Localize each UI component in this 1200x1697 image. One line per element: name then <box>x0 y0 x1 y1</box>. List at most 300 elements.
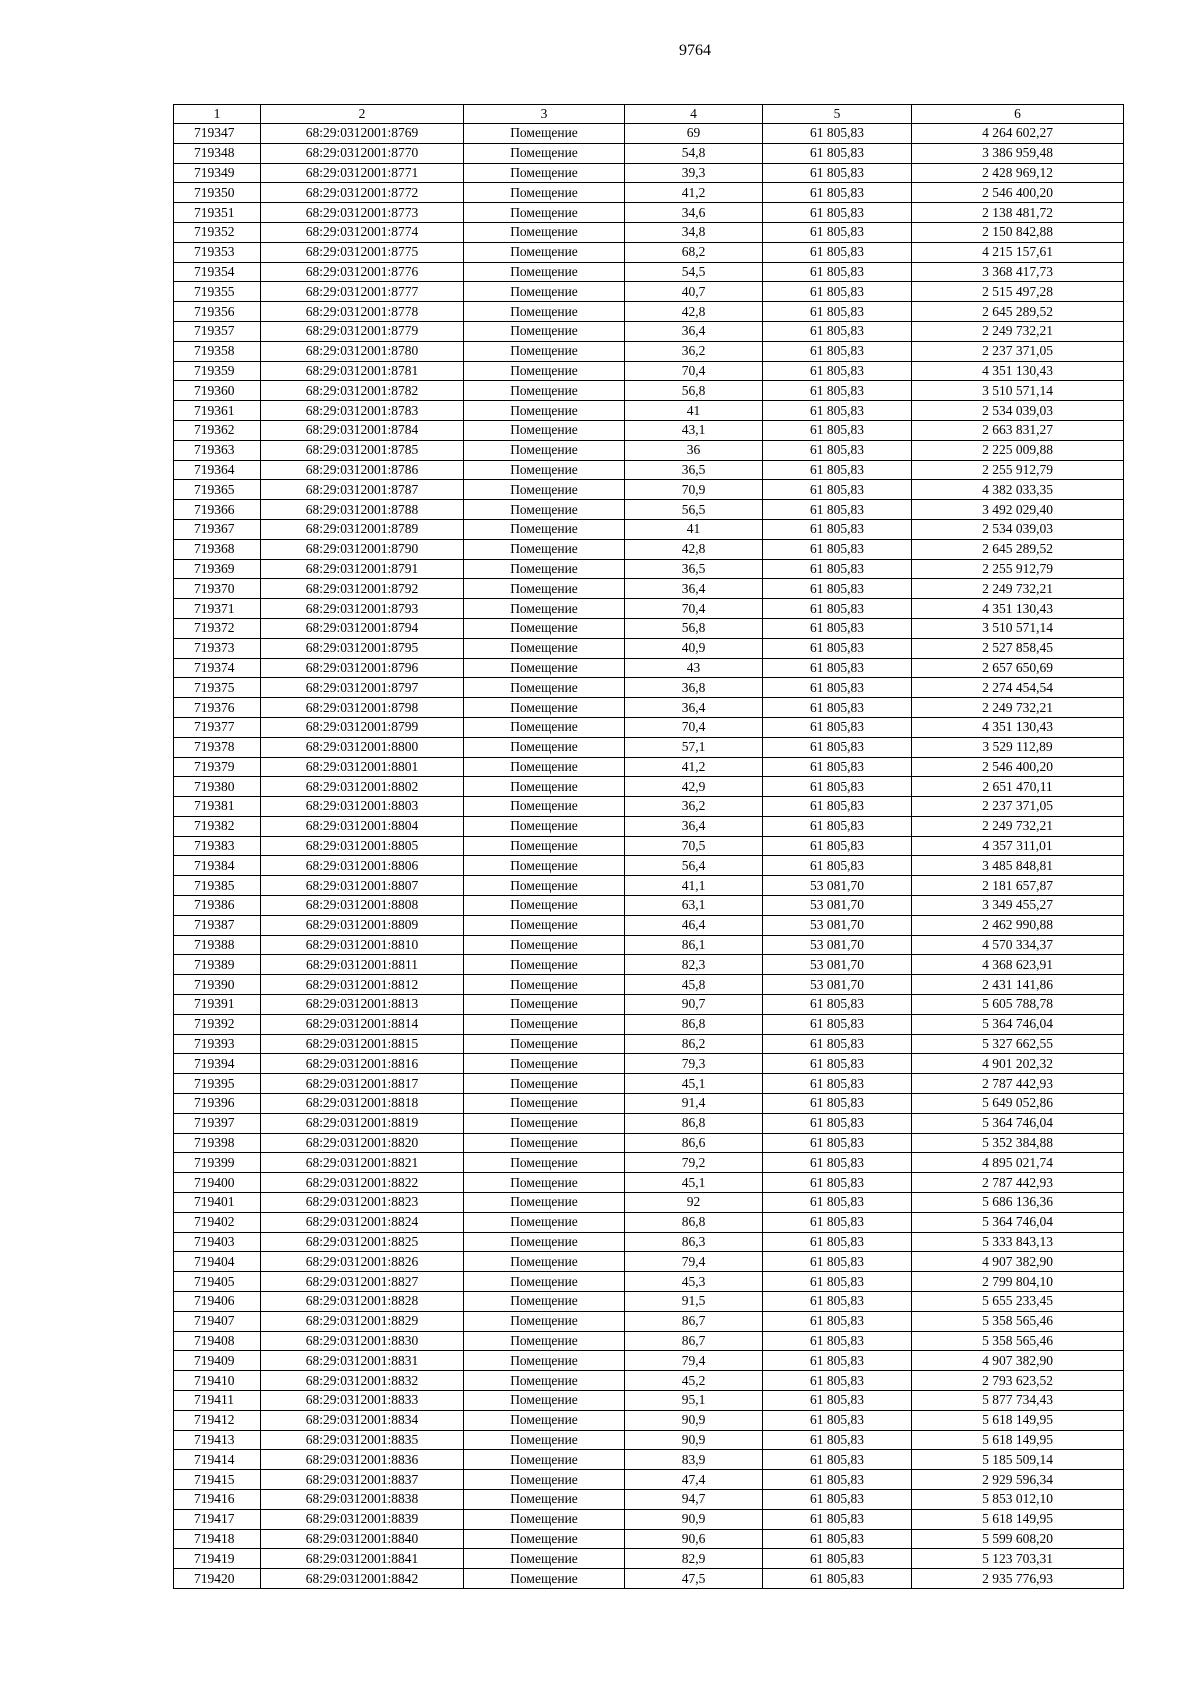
area-cell: 86,7 <box>625 1311 763 1331</box>
cadastral-number-cell: 68:29:0312001:8793 <box>261 599 464 619</box>
cadastral-value-cell: 2 645 289,52 <box>912 539 1124 559</box>
area-cell: 82,3 <box>625 955 763 975</box>
area-cell: 39,3 <box>625 163 763 183</box>
cadastral-number-cell: 68:29:0312001:8780 <box>261 341 464 361</box>
cadastral-number-cell: 68:29:0312001:8777 <box>261 282 464 302</box>
row-number-cell: 719366 <box>174 500 261 520</box>
table-row <box>174 222 1124 242</box>
row-number-cell: 719356 <box>174 302 261 322</box>
cadastral-value-cell: 2 929 596,34 <box>912 1470 1124 1490</box>
row-number-cell: 719392 <box>174 1014 261 1034</box>
cadastral-number-cell: 68:29:0312001:8813 <box>261 995 464 1015</box>
cadastral-number-cell: 68:29:0312001:8772 <box>261 183 464 203</box>
object-type-cell: Помещение <box>464 1034 625 1054</box>
cadastral-number-cell: 68:29:0312001:8822 <box>261 1173 464 1193</box>
unit-value-cell: 61 805,83 <box>763 519 912 539</box>
unit-value-cell: 61 805,83 <box>763 777 912 797</box>
cadastral-value-cell: 5 853 012,10 <box>912 1489 1124 1509</box>
table-row <box>174 737 1124 757</box>
cadastral-number-cell: 68:29:0312001:8808 <box>261 896 464 916</box>
row-number-cell: 719403 <box>174 1232 261 1252</box>
area-cell: 79,3 <box>625 1054 763 1074</box>
cadastral-value-cell: 2 255 912,79 <box>912 460 1124 480</box>
table-row <box>174 420 1124 440</box>
area-cell: 36 <box>625 440 763 460</box>
cadastral-number-cell: 68:29:0312001:8774 <box>261 222 464 242</box>
object-type-cell: Помещение <box>464 302 625 322</box>
table-row <box>174 1193 1124 1213</box>
cadastral-number-cell: 68:29:0312001:8819 <box>261 1113 464 1133</box>
table-row <box>174 1133 1124 1153</box>
cadastral-number-cell: 68:29:0312001:8829 <box>261 1311 464 1331</box>
object-type-cell: Помещение <box>464 420 625 440</box>
table-row <box>174 262 1124 282</box>
row-number-cell: 719395 <box>174 1074 261 1094</box>
object-type-cell: Помещение <box>464 1371 625 1391</box>
row-number-cell: 719376 <box>174 698 261 718</box>
row-number-cell: 719367 <box>174 519 261 539</box>
area-cell: 42,8 <box>625 302 763 322</box>
cadastral-number-cell: 68:29:0312001:8833 <box>261 1391 464 1411</box>
row-number-cell: 719363 <box>174 440 261 460</box>
area-cell: 86,6 <box>625 1133 763 1153</box>
cadastral-value-cell: 5 599 608,20 <box>912 1529 1124 1549</box>
object-type-cell: Помещение <box>464 1410 625 1430</box>
cadastral-value-cell: 2 935 776,93 <box>912 1569 1124 1589</box>
cadastral-number-cell: 68:29:0312001:8826 <box>261 1252 464 1272</box>
table-row <box>174 1470 1124 1490</box>
cadastral-value-cell: 2 793 623,52 <box>912 1371 1124 1391</box>
table-row <box>174 440 1124 460</box>
object-type-cell: Помещение <box>464 1212 625 1232</box>
cadastral-number-cell: 68:29:0312001:8799 <box>261 717 464 737</box>
object-type-cell: Помещение <box>464 559 625 579</box>
table-row <box>174 797 1124 817</box>
row-number-cell: 719408 <box>174 1331 261 1351</box>
cadastral-value-cell: 2 651 470,11 <box>912 777 1124 797</box>
cadastral-value-cell: 2 249 732,21 <box>912 816 1124 836</box>
object-type-cell: Помещение <box>464 757 625 777</box>
cadastral-number-cell: 68:29:0312001:8824 <box>261 1212 464 1232</box>
object-type-cell: Помещение <box>464 955 625 975</box>
object-type-cell: Помещение <box>464 163 625 183</box>
column-header: 4 <box>625 105 763 124</box>
row-number-cell: 719382 <box>174 816 261 836</box>
unit-value-cell: 61 805,83 <box>763 816 912 836</box>
object-type-cell: Помещение <box>464 341 625 361</box>
cadastral-value-cell: 5 364 746,04 <box>912 1113 1124 1133</box>
cadastral-value-cell: 3 368 417,73 <box>912 262 1124 282</box>
area-cell: 70,4 <box>625 599 763 619</box>
table-row <box>174 658 1124 678</box>
cadastral-value-cell: 5 123 703,31 <box>912 1549 1124 1569</box>
table-row <box>174 856 1124 876</box>
object-type-cell: Помещение <box>464 717 625 737</box>
unit-value-cell: 61 805,83 <box>763 361 912 381</box>
area-cell: 36,4 <box>625 579 763 599</box>
row-number-cell: 719381 <box>174 797 261 817</box>
area-cell: 45,2 <box>625 1371 763 1391</box>
table-row <box>174 618 1124 638</box>
cadastral-value-cell: 4 901 202,32 <box>912 1054 1124 1074</box>
table-row <box>174 321 1124 341</box>
row-number-cell: 719397 <box>174 1113 261 1133</box>
table-row <box>174 1529 1124 1549</box>
object-type-cell: Помещение <box>464 935 625 955</box>
cadastral-value-cell: 2 546 400,20 <box>912 757 1124 777</box>
unit-value-cell: 61 805,83 <box>763 717 912 737</box>
row-number-cell: 719379 <box>174 757 261 777</box>
cadastral-number-cell: 68:29:0312001:8778 <box>261 302 464 322</box>
row-number-cell: 719372 <box>174 618 261 638</box>
unit-value-cell: 61 805,83 <box>763 440 912 460</box>
cadastral-value-cell: 5 649 052,86 <box>912 1094 1124 1114</box>
object-type-cell: Помещение <box>464 321 625 341</box>
table-row <box>174 1311 1124 1331</box>
unit-value-cell: 61 805,83 <box>763 836 912 856</box>
cadastral-value-cell: 2 799 804,10 <box>912 1272 1124 1292</box>
cadastral-value-cell: 2 181 657,87 <box>912 876 1124 896</box>
cadastral-value-cell: 3 510 571,14 <box>912 381 1124 401</box>
cadastral-value-cell: 2 255 912,79 <box>912 559 1124 579</box>
row-number-cell: 719391 <box>174 995 261 1015</box>
cadastral-number-cell: 68:29:0312001:8806 <box>261 856 464 876</box>
area-cell: 34,6 <box>625 203 763 223</box>
cadastral-value-cell: 4 368 623,91 <box>912 955 1124 975</box>
area-cell: 41 <box>625 401 763 421</box>
unit-value-cell: 53 081,70 <box>763 975 912 995</box>
area-cell: 86,8 <box>625 1212 763 1232</box>
cadastral-number-cell: 68:29:0312001:8805 <box>261 836 464 856</box>
table-row <box>174 816 1124 836</box>
object-type-cell: Помещение <box>464 1133 625 1153</box>
cadastral-value-cell: 5 364 746,04 <box>912 1212 1124 1232</box>
object-type-cell: Помещение <box>464 896 625 916</box>
table-row <box>174 896 1124 916</box>
area-cell: 79,4 <box>625 1351 763 1371</box>
table-row <box>174 1292 1124 1312</box>
object-type-cell: Помещение <box>464 975 625 995</box>
row-number-cell: 719407 <box>174 1311 261 1331</box>
cadastral-value-cell: 4 907 382,90 <box>912 1252 1124 1272</box>
unit-value-cell: 61 805,83 <box>763 1094 912 1114</box>
unit-value-cell: 61 805,83 <box>763 1569 912 1589</box>
area-cell: 82,9 <box>625 1549 763 1569</box>
cadastral-number-cell: 68:29:0312001:8771 <box>261 163 464 183</box>
cadastral-number-cell: 68:29:0312001:8787 <box>261 480 464 500</box>
cadastral-number-cell: 68:29:0312001:8802 <box>261 777 464 797</box>
area-cell: 94,7 <box>625 1489 763 1509</box>
row-number-cell: 719420 <box>174 1569 261 1589</box>
object-type-cell: Помещение <box>464 797 625 817</box>
table-row <box>174 1430 1124 1450</box>
table-row <box>174 1549 1124 1569</box>
area-cell: 63,1 <box>625 896 763 916</box>
area-cell: 40,7 <box>625 282 763 302</box>
row-number-cell: 719365 <box>174 480 261 500</box>
cadastral-number-cell: 68:29:0312001:8811 <box>261 955 464 975</box>
row-number-cell: 719355 <box>174 282 261 302</box>
table-row <box>174 519 1124 539</box>
table-row <box>174 124 1124 144</box>
object-type-cell: Помещение <box>464 203 625 223</box>
table-row <box>174 1173 1124 1193</box>
row-number-cell: 719357 <box>174 321 261 341</box>
cadastral-number-cell: 68:29:0312001:8832 <box>261 1371 464 1391</box>
object-type-cell: Помещение <box>464 361 625 381</box>
row-number-cell: 719380 <box>174 777 261 797</box>
row-number-cell: 719409 <box>174 1351 261 1371</box>
table-row <box>174 579 1124 599</box>
cadastral-value-cell: 4 351 130,43 <box>912 717 1124 737</box>
row-number-cell: 719418 <box>174 1529 261 1549</box>
area-cell: 56,4 <box>625 856 763 876</box>
unit-value-cell: 61 805,83 <box>763 420 912 440</box>
unit-value-cell: 61 805,83 <box>763 1430 912 1450</box>
table-row <box>174 1074 1124 1094</box>
cadastral-value-cell: 4 895 021,74 <box>912 1153 1124 1173</box>
cadastral-number-cell: 68:29:0312001:8776 <box>261 262 464 282</box>
unit-value-cell: 61 805,83 <box>763 282 912 302</box>
unit-value-cell: 61 805,83 <box>763 203 912 223</box>
area-cell: 41,2 <box>625 757 763 777</box>
row-number-cell: 719352 <box>174 222 261 242</box>
object-type-cell: Помещение <box>464 856 625 876</box>
cadastral-value-cell: 2 249 732,21 <box>912 321 1124 341</box>
table-row <box>174 638 1124 658</box>
cadastral-value-cell: 5 333 843,13 <box>912 1232 1124 1252</box>
area-cell: 70,4 <box>625 361 763 381</box>
table-row <box>174 539 1124 559</box>
unit-value-cell: 61 805,83 <box>763 480 912 500</box>
unit-value-cell: 61 805,83 <box>763 262 912 282</box>
column-header: 1 <box>174 105 261 124</box>
cadastral-value-cell: 4 570 334,37 <box>912 935 1124 955</box>
row-number-cell: 719350 <box>174 183 261 203</box>
column-header: 2 <box>261 105 464 124</box>
object-type-cell: Помещение <box>464 1529 625 1549</box>
cadastral-number-cell: 68:29:0312001:8815 <box>261 1034 464 1054</box>
area-cell: 92 <box>625 1193 763 1213</box>
unit-value-cell: 61 805,83 <box>763 1410 912 1430</box>
object-type-cell: Помещение <box>464 915 625 935</box>
cadastral-number-cell: 68:29:0312001:8823 <box>261 1193 464 1213</box>
row-number-cell: 719360 <box>174 381 261 401</box>
area-cell: 36,4 <box>625 698 763 718</box>
row-number-cell: 719416 <box>174 1489 261 1509</box>
object-type-cell: Помещение <box>464 658 625 678</box>
cadastral-number-cell: 68:29:0312001:8786 <box>261 460 464 480</box>
cadastral-number-cell: 68:29:0312001:8838 <box>261 1489 464 1509</box>
cadastral-value-cell: 2 534 039,03 <box>912 401 1124 421</box>
object-type-cell: Помещение <box>464 1292 625 1312</box>
cadastral-number-cell: 68:29:0312001:8818 <box>261 1094 464 1114</box>
area-cell: 36,2 <box>625 341 763 361</box>
area-cell: 95,1 <box>625 1391 763 1411</box>
table-row <box>174 1252 1124 1272</box>
object-type-cell: Помещение <box>464 816 625 836</box>
unit-value-cell: 61 805,83 <box>763 698 912 718</box>
table-row <box>174 401 1124 421</box>
area-cell: 40,9 <box>625 638 763 658</box>
unit-value-cell: 61 805,83 <box>763 401 912 421</box>
unit-value-cell: 61 805,83 <box>763 1509 912 1529</box>
cadastral-number-cell: 68:29:0312001:8781 <box>261 361 464 381</box>
cadastral-number-cell: 68:29:0312001:8794 <box>261 618 464 638</box>
area-cell: 45,8 <box>625 975 763 995</box>
object-type-cell: Помещение <box>464 1450 625 1470</box>
table-row <box>174 955 1124 975</box>
area-cell: 43 <box>625 658 763 678</box>
unit-value-cell: 61 805,83 <box>763 1549 912 1569</box>
table-row <box>174 1509 1124 1529</box>
cadastral-number-cell: 68:29:0312001:8817 <box>261 1074 464 1094</box>
table-row <box>174 1391 1124 1411</box>
row-number-cell: 719414 <box>174 1450 261 1470</box>
row-number-cell: 719393 <box>174 1034 261 1054</box>
area-cell: 90,6 <box>625 1529 763 1549</box>
area-cell: 91,5 <box>625 1292 763 1312</box>
cadastral-number-cell: 68:29:0312001:8801 <box>261 757 464 777</box>
area-cell: 90,7 <box>625 995 763 1015</box>
cadastral-number-cell: 68:29:0312001:8773 <box>261 203 464 223</box>
object-type-cell: Помещение <box>464 579 625 599</box>
area-cell: 45,3 <box>625 1272 763 1292</box>
unit-value-cell: 61 805,83 <box>763 1371 912 1391</box>
object-type-cell: Помещение <box>464 1549 625 1569</box>
cadastral-value-cell: 2 249 732,21 <box>912 698 1124 718</box>
unit-value-cell: 53 081,70 <box>763 896 912 916</box>
row-number-cell: 719374 <box>174 658 261 678</box>
unit-value-cell: 61 805,83 <box>763 500 912 520</box>
object-type-cell: Помещение <box>464 183 625 203</box>
row-number-cell: 719358 <box>174 341 261 361</box>
table-row <box>174 935 1124 955</box>
unit-value-cell: 61 805,83 <box>763 321 912 341</box>
object-type-cell: Помещение <box>464 440 625 460</box>
area-cell: 54,8 <box>625 143 763 163</box>
object-type-cell: Помещение <box>464 262 625 282</box>
row-number-cell: 719347 <box>174 124 261 144</box>
cadastral-value-cell: 5 364 746,04 <box>912 1014 1124 1034</box>
unit-value-cell: 61 805,83 <box>763 618 912 638</box>
unit-value-cell: 61 805,83 <box>763 1331 912 1351</box>
unit-value-cell: 61 805,83 <box>763 1054 912 1074</box>
cadastral-value-cell: 2 237 371,05 <box>912 341 1124 361</box>
cadastral-number-cell: 68:29:0312001:8809 <box>261 915 464 935</box>
table-row <box>174 836 1124 856</box>
cadastral-number-cell: 68:29:0312001:8842 <box>261 1569 464 1589</box>
cadastral-value-cell: 2 546 400,20 <box>912 183 1124 203</box>
cadastral-value-cell: 4 351 130,43 <box>912 361 1124 381</box>
area-cell: 54,5 <box>625 262 763 282</box>
area-cell: 57,1 <box>625 737 763 757</box>
unit-value-cell: 61 805,83 <box>763 1450 912 1470</box>
cadastral-value-cell: 2 138 481,72 <box>912 203 1124 223</box>
area-cell: 45,1 <box>625 1074 763 1094</box>
object-type-cell: Помещение <box>464 1173 625 1193</box>
area-cell: 86,8 <box>625 1014 763 1034</box>
cadastral-value-table <box>173 104 1124 1589</box>
area-cell: 41 <box>625 519 763 539</box>
cadastral-number-cell: 68:29:0312001:8785 <box>261 440 464 460</box>
area-cell: 36,2 <box>625 797 763 817</box>
row-number-cell: 719348 <box>174 143 261 163</box>
unit-value-cell: 61 805,83 <box>763 1311 912 1331</box>
unit-value-cell: 61 805,83 <box>763 302 912 322</box>
cadastral-value-cell: 5 358 565,46 <box>912 1331 1124 1351</box>
row-number-cell: 719371 <box>174 599 261 619</box>
unit-value-cell: 61 805,83 <box>763 757 912 777</box>
row-number-cell: 719385 <box>174 876 261 896</box>
area-cell: 86,7 <box>625 1331 763 1351</box>
area-cell: 86,8 <box>625 1113 763 1133</box>
row-number-cell: 719415 <box>174 1470 261 1490</box>
unit-value-cell: 61 805,83 <box>763 638 912 658</box>
unit-value-cell: 61 805,83 <box>763 658 912 678</box>
unit-value-cell: 61 805,83 <box>763 1529 912 1549</box>
object-type-cell: Помещение <box>464 460 625 480</box>
unit-value-cell: 61 805,83 <box>763 1252 912 1272</box>
object-type-cell: Помещение <box>464 599 625 619</box>
unit-value-cell: 61 805,83 <box>763 1014 912 1034</box>
cadastral-number-cell: 68:29:0312001:8839 <box>261 1509 464 1529</box>
table-row <box>174 1153 1124 1173</box>
unit-value-cell: 61 805,83 <box>763 797 912 817</box>
object-type-cell: Помещение <box>464 1489 625 1509</box>
unit-value-cell: 61 805,83 <box>763 1232 912 1252</box>
row-number-cell: 719377 <box>174 717 261 737</box>
object-type-cell: Помещение <box>464 124 625 144</box>
row-number-cell: 719353 <box>174 242 261 262</box>
cadastral-number-cell: 68:29:0312001:8840 <box>261 1529 464 1549</box>
unit-value-cell: 61 805,83 <box>763 995 912 1015</box>
object-type-cell: Помещение <box>464 143 625 163</box>
cadastral-number-cell: 68:29:0312001:8791 <box>261 559 464 579</box>
unit-value-cell: 61 805,83 <box>763 1489 912 1509</box>
cadastral-value-cell: 2 787 442,93 <box>912 1173 1124 1193</box>
table-row <box>174 1410 1124 1430</box>
row-number-cell: 719400 <box>174 1173 261 1193</box>
area-cell: 86,3 <box>625 1232 763 1252</box>
row-number-cell: 719394 <box>174 1054 261 1074</box>
table-row <box>174 282 1124 302</box>
cadastral-value-cell: 3 386 959,48 <box>912 143 1124 163</box>
row-number-cell: 719404 <box>174 1252 261 1272</box>
cadastral-value-cell: 3 529 112,89 <box>912 737 1124 757</box>
table-row <box>174 480 1124 500</box>
unit-value-cell: 61 805,83 <box>763 1113 912 1133</box>
unit-value-cell: 61 805,83 <box>763 341 912 361</box>
table-header-row <box>174 105 1124 124</box>
cadastral-number-cell: 68:29:0312001:8800 <box>261 737 464 757</box>
unit-value-cell: 61 805,83 <box>763 242 912 262</box>
area-cell: 36,8 <box>625 678 763 698</box>
area-cell: 42,9 <box>625 777 763 797</box>
row-number-cell: 719375 <box>174 678 261 698</box>
unit-value-cell: 61 805,83 <box>763 539 912 559</box>
object-type-cell: Помещение <box>464 698 625 718</box>
cadastral-value-cell: 2 428 969,12 <box>912 163 1124 183</box>
table-row <box>174 1212 1124 1232</box>
cadastral-number-cell: 68:29:0312001:8830 <box>261 1331 464 1351</box>
row-number-cell: 719369 <box>174 559 261 579</box>
unit-value-cell: 61 805,83 <box>763 737 912 757</box>
object-type-cell: Помещение <box>464 1509 625 1529</box>
unit-value-cell: 61 805,83 <box>763 460 912 480</box>
object-type-cell: Помещение <box>464 1153 625 1173</box>
cadastral-number-cell: 68:29:0312001:8779 <box>261 321 464 341</box>
